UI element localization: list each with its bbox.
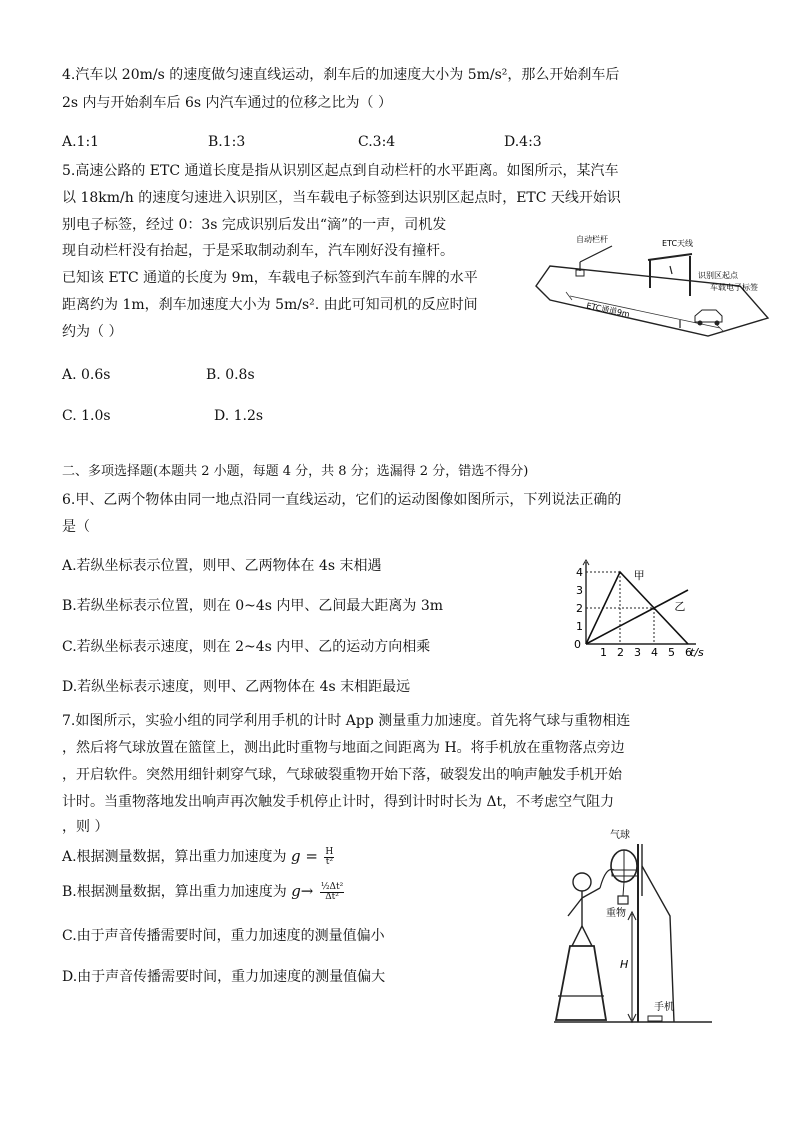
q6-option-a: A.若纵坐标表示位置，则甲、乙两物体在 4s 末相遇 [62,558,382,574]
q7-option-a [62,842,336,870]
car-icon [695,310,722,326]
q5-line5: 已知该 ETC 通道的长度为 9m，车载电子标签到汽车前车牌的水平 [62,270,478,286]
label-weight: 重物 [606,908,626,919]
q5-line1: 5.高速公路的 ETC 通道长度是指从识别区起点到自动栏杆的水平距离。如图所示，某汽车 [62,163,619,179]
series-label-jia: 甲 [633,569,645,583]
x-tick-label: 3 [634,646,641,659]
y-tick-label: 2 [576,602,583,615]
x-tick-label: 1 [600,646,607,659]
q7-option-b-text: B.根据测量数据，算出重力加速度为 [62,884,287,900]
q7-option-b-fraction [320,883,344,902]
y-tick-label: 3 [576,584,583,597]
series-label-yi: 乙 [674,599,686,613]
q5-option-c: C. 1.0s [62,408,111,424]
q6-line2: 是（ [62,519,90,535]
q5-line3: 别电子标签，经过 0：3s 完成识别后发出“滴”的一声，司机发 [62,217,447,233]
q5-option-d: D. 1.2s [214,408,264,424]
q7-option-b-denominator: Δt² [325,891,339,902]
platform-stand [556,946,606,1020]
label-phone: 手机 [654,1002,674,1013]
q6-option-b: B.若纵坐标表示位置，则在 0~4s 内甲、乙间最大距离为 3m [62,598,443,614]
q7-line1: 7.如图所示，实验小组的同学利用手机的计时 App 测量重力加速度。首先将气球与重物相连 [62,713,631,729]
q4-option-c: C.3:4 [358,134,396,150]
q7-option-a-g: g = [291,847,318,865]
series-line-jia [586,572,688,644]
label-lane-length: ETC通道9m [585,301,631,320]
x-unit-label: t/s [690,646,704,659]
q5-line2: 以 18km/h 的速度匀速进入识别区，当车载电子标签到达识别区起点时，ETC 天线开始识 [62,190,621,206]
q6-option-d: D.若纵坐标表示速度，则甲、乙两物体在 4s 末相距最远 [62,679,411,695]
label-vehicle-tag: 车载电子标签 [710,283,758,292]
q7-option-a-fraction [324,848,334,867]
balloon-icon [611,850,637,882]
q5-line6: 距离约为 1m，刹车加速度大小为 5m/s². 由此可知司机的反应时间 [62,297,478,313]
q7-option-c: C.由于声音传播需要时间，重力加速度的测量值偏小 [62,928,385,944]
q5-line4: 现自动栏杆没有抬起，于是采取制动刹车，汽车刚好没有撞杆。 [62,243,454,259]
weight-block [618,896,628,904]
label-balloon: 气球 [610,830,630,841]
q7-option-a-text: A.根据测量数据，算出重力加速度为 [62,849,287,865]
q7-option-d: D.由于声音传播需要时间，重力加速度的测量值偏大 [62,969,386,985]
q5-line7: 约为（ ） [62,324,123,340]
phone-icon [648,1016,662,1021]
q5-option-a: A. 0.6s [62,367,111,383]
q7-option-b-numerator: ½Δt² [320,881,344,892]
etc-lane-figure [530,226,780,346]
q4-line1: 4.汽车以 20m/s 的速度做匀速直线运动，刹车后的加速度大小为 5m/s²，那么开始刹车后 [62,67,620,83]
q7-option-a-denominator: t² [325,856,333,867]
free-fall-experiment-figure [548,826,718,1026]
label-height-h: H [620,958,629,971]
y-tick-label: 1 [576,620,583,633]
q4-option-b: B.1:3 [208,134,246,150]
q7-line3: ，开启软件。突然用细针刺穿气球，气球破裂重物开始下落，破裂发出的响声触发手机开始 [62,767,622,783]
q7-line4: 计时。当重物落地发出响声再次触发手机停止计时，得到计时时长为 Δt，不考虑空气阻力 [62,794,615,810]
y-tick-label: 4 [576,566,583,579]
q7-option-b [62,876,346,906]
q7-line5: ，则 ） [62,819,109,835]
q4-option-a: A.1:1 [62,134,100,150]
q6-option-c: C.若纵坐标表示速度，则在 2~4s 内甲、乙的运动方向相乘 [62,639,431,655]
q6-line1: 6.甲、乙两个物体由同一地点沿同一直线运动，它们的运动图像如图所示，下列说法正确的 [62,492,622,508]
series-line-yi [586,590,688,644]
label-auto-gate: 自动栏杆 [576,235,608,244]
x-tick-label: 6 [685,646,692,659]
q7-option-b-g: g→ [291,882,314,900]
q5-option-b: B. 0.8s [206,367,255,383]
q6-motion-graph [570,558,730,662]
section2-heading: 二、多项选择题(本题共 2 小题，每题 4 分，共 8 分；选漏得 2 分，错选不得分) [62,464,529,479]
label-recognition-start: 识别区起点 [698,271,738,280]
x-tick-label: 2 [617,646,624,659]
q4-option-d: D.4:3 [504,134,542,150]
y-tick-label: 0 [574,638,581,651]
q7-line2: ，然后将气球放置在篮筐上，测出此时重物与地面之间距离为 H。将手机放在重物落点旁边 [62,740,625,756]
q4-line2: 2s 内与开始刹车后 6s 内汽车通过的位移之比为（ ） [62,95,392,111]
x-tick-label: 4 [651,646,658,659]
x-tick-label: 5 [668,646,675,659]
q7-option-a-numerator: H [325,846,334,857]
label-etc-antenna: ETC天线 [662,239,694,248]
